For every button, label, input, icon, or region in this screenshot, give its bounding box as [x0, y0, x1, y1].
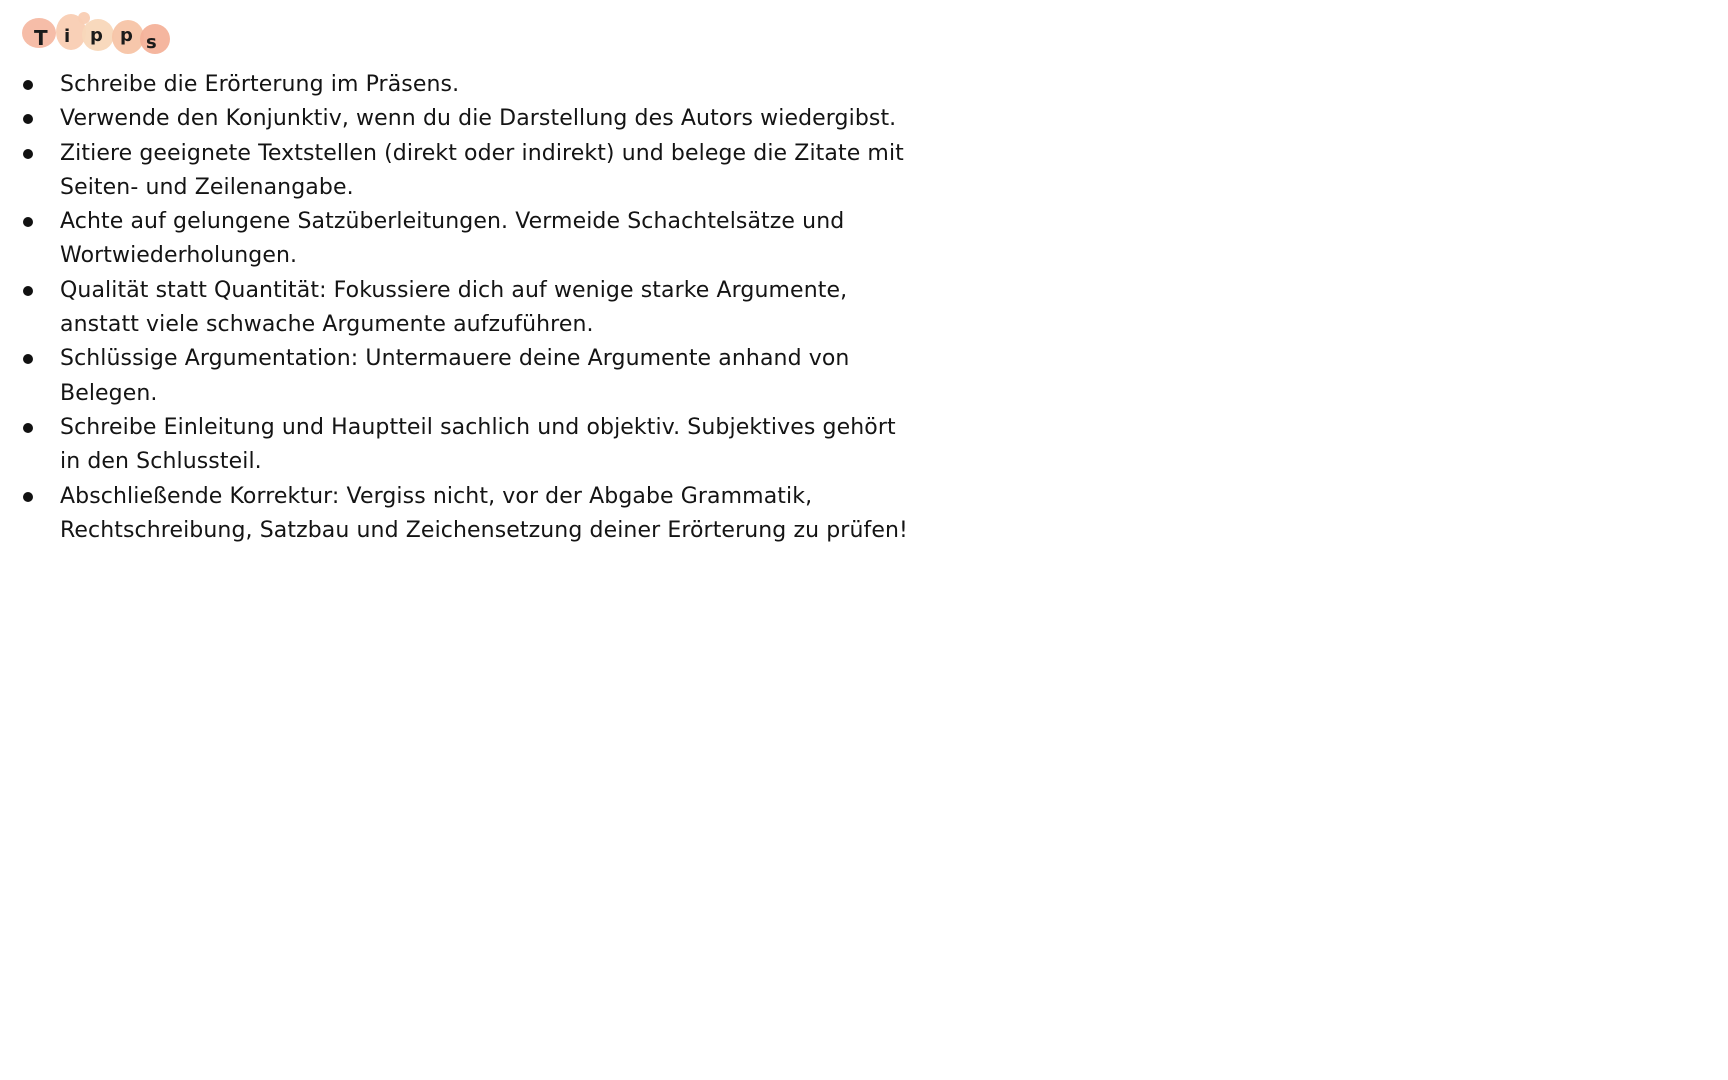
tip-text: Zitiere geeignete Textstellen (direkt oder indirekt) und belege die Zitate mit Seiten- und Zeilenangabe. — [60, 140, 904, 200]
list-item — [20, 274, 920, 343]
tip-text: Achte auf gelungene Satzüberleitungen. Vermeide Schachtelsätze und Wortwiederholungen. — [60, 209, 845, 269]
tip-text: Schreibe die Erörterung im Präsens. — [60, 72, 460, 97]
bullet-icon — [23, 114, 33, 124]
bullet-icon — [23, 149, 33, 159]
title-letter: p — [120, 25, 133, 46]
tip-text: Abschließende Korrektur: Vergiss nicht, vor der Abgabe Grammatik, Rechtschreibung, Satzbau und Zeichensetzung deiner Erörterung zu prüfen! — [60, 483, 908, 543]
title-letter: p — [90, 25, 103, 46]
list-item — [20, 342, 920, 411]
bullet-icon — [23, 80, 33, 90]
list-item — [20, 102, 920, 136]
list-item — [20, 137, 920, 206]
bullet-icon — [23, 354, 33, 364]
title-letter: s — [146, 32, 157, 53]
bullet-icon — [23, 423, 33, 433]
list-item — [20, 68, 920, 102]
tip-text: Qualität statt Quantität: Fokussiere dich auf wenige starke Argumente, anstatt viele schwache Argumente aufzuführen. — [60, 277, 848, 338]
list-item — [20, 411, 920, 480]
list-item — [20, 480, 920, 549]
tip-text: Schlüssige Argumentation: Untermauere deine Argumente anhand von Belegen. — [60, 346, 850, 406]
tip-text: Verwende den Konjunktiv, wenn du die Darstellung des Autors wiedergibst. — [60, 106, 897, 132]
title-letter: i — [64, 26, 71, 47]
title-blob — [78, 12, 90, 24]
list-item — [20, 205, 920, 274]
bullet-icon — [23, 492, 33, 502]
bullet-icon — [23, 217, 33, 227]
tipps-title — [22, 12, 172, 60]
tip-text: Schreibe Einleitung und Hauptteil sachlich und objektiv. Subjektives gehört in den Schlussteil. — [60, 414, 896, 475]
title-letter: T — [34, 26, 48, 50]
bullet-icon — [23, 286, 33, 296]
tips-list — [20, 68, 920, 548]
